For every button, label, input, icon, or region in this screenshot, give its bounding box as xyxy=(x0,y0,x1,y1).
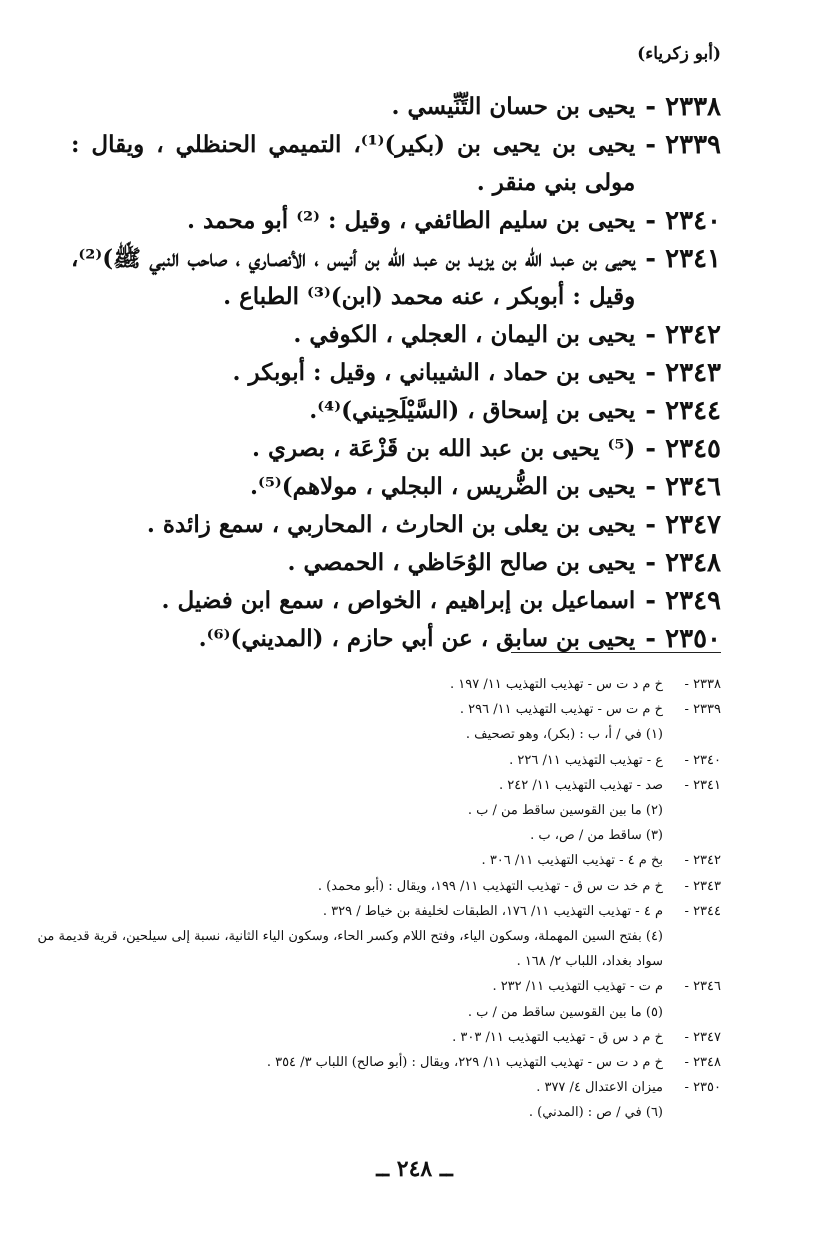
footnote-number: ٢٣٤٢ - xyxy=(684,853,721,869)
entry-text: اسماعيل بن إبراهيم ، الخواص ، سمع ابن فضيل . xyxy=(161,587,636,614)
footnote-number: ٢٣٥٠ - xyxy=(684,1080,721,1096)
footnote-text: م ٤ - تهذيب التهذيب ١١/ ١٧٦، الطبقات لخليفة بن خياط / ٣٢٩ . xyxy=(322,903,663,919)
footnote xyxy=(21,798,721,823)
entry-2349 xyxy=(71,582,721,620)
footnote xyxy=(21,924,721,974)
footnote-number: ٢٣٤١ - xyxy=(684,777,721,793)
entry-2338 xyxy=(71,88,721,126)
entry-text: يحيى بن اليمان ، العجلي ، الكوفي . xyxy=(293,321,636,348)
footnotes xyxy=(21,672,721,1126)
entry-number: ٢٣٤٣ - xyxy=(645,358,721,388)
footnote-text: م ت - تهذيب التهذيب ١١/ ٢٣٢ . xyxy=(492,979,663,995)
footnote-text: (٢) ما بين القوسين ساقط من / ب . xyxy=(467,803,663,819)
footnote-number xyxy=(663,798,721,823)
footnote-text: خ م د ت س - تهذيب التهذيب ١١/ ٢٢٩، ويقال : (أبو صالح) اللباب ٣/ ٣٥٤ . xyxy=(266,1055,663,1071)
entry-2342 xyxy=(71,316,721,354)
entry-2346 xyxy=(71,468,721,506)
footnote-text: خ م ت س - تهذيب التهذيب ١١/ ٢٩٦ . xyxy=(459,702,663,718)
footnote-divider xyxy=(511,652,721,653)
footnote xyxy=(21,1025,721,1050)
entry-text: يحيى بن صالح الوُحَاظي ، الحمصي . xyxy=(287,549,636,576)
entries-list xyxy=(71,88,721,658)
footnote-number: ٢٣٤٨ - xyxy=(684,1055,721,1071)
footnote-number xyxy=(663,924,721,974)
footnote xyxy=(21,1000,721,1025)
footnote-text: بخ م ٤ - تهذيب التهذيب ١١/ ٣٠٦ . xyxy=(481,853,663,869)
entry-text: (⁵⁾ يحيى بن عبد الله بن قَزْعَة ، بصري . xyxy=(251,435,636,462)
footnote-text: (١) في / أ، ب : (بكر)، وهو تصحيف . xyxy=(465,727,663,743)
footnote xyxy=(21,773,721,798)
footnote-text: (٦) في / ص : (المدني) . xyxy=(528,1105,663,1121)
entry-number: ٢٣٥٠ - xyxy=(645,624,721,654)
entry-text: يحيى بن يعلى بن الحارث ، المحاربي ، سمع زائدة . xyxy=(146,511,636,538)
entry-2344 xyxy=(71,392,721,430)
footnote xyxy=(21,823,721,848)
footnote xyxy=(21,899,721,924)
footnote xyxy=(21,722,721,747)
running-head: (أبو زكرياء) xyxy=(637,44,721,64)
footnote xyxy=(21,974,721,999)
entry-number: ٢٣٤٠ - xyxy=(645,206,721,236)
footnote-text: (٤) بفتح السين المهملة، وسكون الياء، وفتح اللام وكسر الحاء، وسكون الياء الثانية، نسبة إلى سيلحين، قرية قديمة من سواد بغداد، اللباب ٢/ ١٦٨ . xyxy=(37,929,663,970)
entry-number: ٢٣٤١ - xyxy=(645,244,721,274)
footnote-number xyxy=(663,1000,721,1025)
entry-number: ٢٣٤٦ - xyxy=(645,472,721,502)
footnote-number: ٢٣٣٩ - xyxy=(684,702,721,718)
footnote xyxy=(21,848,721,873)
entry-2345 xyxy=(71,430,721,468)
footnote xyxy=(21,874,721,899)
footnote xyxy=(21,1075,721,1100)
entry-number: ٢٣٤٧ - xyxy=(645,510,721,540)
entry-number: ٢٣٣٨ - xyxy=(645,92,721,122)
entry-number: ٢٣٣٩ - xyxy=(645,130,721,160)
entry-2347 xyxy=(71,506,721,544)
footnote-text: (٣) ساقط من / ص، ب . xyxy=(530,828,663,844)
footnote-number: ٢٣٣٨ - xyxy=(684,677,721,692)
footnote-number: ٢٣٤٧ - xyxy=(684,1029,721,1045)
entry-text: يحيى بن سليم الطائفي ، وقيل : ⁽²⁾ أبو محمد . xyxy=(186,207,636,234)
footnote-text: خ م خد ت س ق - تهذيب التهذيب ١١/ ١٩٩، ويقال : (أبو محمد) . xyxy=(317,878,663,894)
footnote xyxy=(21,672,721,697)
entry-text: يحيى بن إسحاق ، (السَّيْلَحِيني)⁽⁴⁾. xyxy=(309,397,636,424)
entry-2343 xyxy=(71,354,721,392)
footnote-text: ميزان الاعتدال ٤/ ٣٧٧ . xyxy=(536,1080,663,1096)
entry-text: يحيى بن الضُّريس ، البجلي ، مولاهم)⁽⁵⁾. xyxy=(249,473,636,500)
footnote-number: ٢٣٤٦ - xyxy=(684,979,721,995)
entry-number: ٢٣٤٩ - xyxy=(645,586,721,616)
footnote xyxy=(21,748,721,773)
footnote-text: صد - تهذيب التهذيب ١١/ ٢٤٢ . xyxy=(499,777,663,793)
footnote-text: (٥) ما بين القوسين ساقط من / ب . xyxy=(467,1004,663,1020)
entry-number: ٢٣٤٥ - xyxy=(645,434,721,464)
footnote-number xyxy=(663,823,721,848)
footnote-text: خ م د ت س - تهذيب التهذيب ١١/ ١٩٧ . xyxy=(449,677,663,692)
footnote-number xyxy=(663,1100,721,1125)
footnote-number: ٢٣٤٤ - xyxy=(684,903,721,919)
entry-2340 xyxy=(71,202,721,240)
entry-number: ٢٣٤٤ - xyxy=(645,396,721,426)
entry-2341 xyxy=(71,240,721,316)
footnote-number: ٢٣٤٣ - xyxy=(684,878,721,894)
entry-text: يحيى بن عبـد الله بن يزيـد بن عبـد الله بن أنيس ، الأنصـاري ، صاحب النبي ﷺ)⁽²⁾، وقيل : أبوبكر ، عنه محمد (ابن)⁽³⁾ الطباع . xyxy=(71,245,636,310)
footnote-number xyxy=(663,722,721,747)
entry-text: يحيى بن حماد ، الشيباني ، وقيل : أبوبكر . xyxy=(232,359,636,386)
entry-text: يحيى بن يحيى بن (بكير)⁽¹⁾، التميمي الحنظلي ، ويقال : مولى بني منقر . xyxy=(71,131,636,196)
footnote-number: ٢٣٤٠ - xyxy=(684,752,721,768)
footnote-text: ع - تهذيب التهذيب ١١/ ٢٢٦ . xyxy=(509,752,663,768)
entry-number: ٢٣٤٨ - xyxy=(645,548,721,578)
entry-text: يحيى بن حسان التِّنِّيسي . xyxy=(391,93,636,120)
footnote xyxy=(21,1050,721,1075)
footnote xyxy=(21,697,721,722)
footnote-text: خ م د س ق - تهذيب التهذيب ١١/ ٣٠٣ . xyxy=(452,1029,663,1045)
footnote xyxy=(21,1100,721,1125)
entry-2339 xyxy=(71,126,721,202)
entry-text: يحيى بن سابق ، عن أبي حازم ، (المديني)⁽⁶⁾. xyxy=(198,625,636,652)
page-number: ــ ٢٤٨ ــ xyxy=(376,1156,453,1182)
entry-number: ٢٣٤٢ - xyxy=(645,320,721,350)
entry-2348 xyxy=(71,544,721,582)
